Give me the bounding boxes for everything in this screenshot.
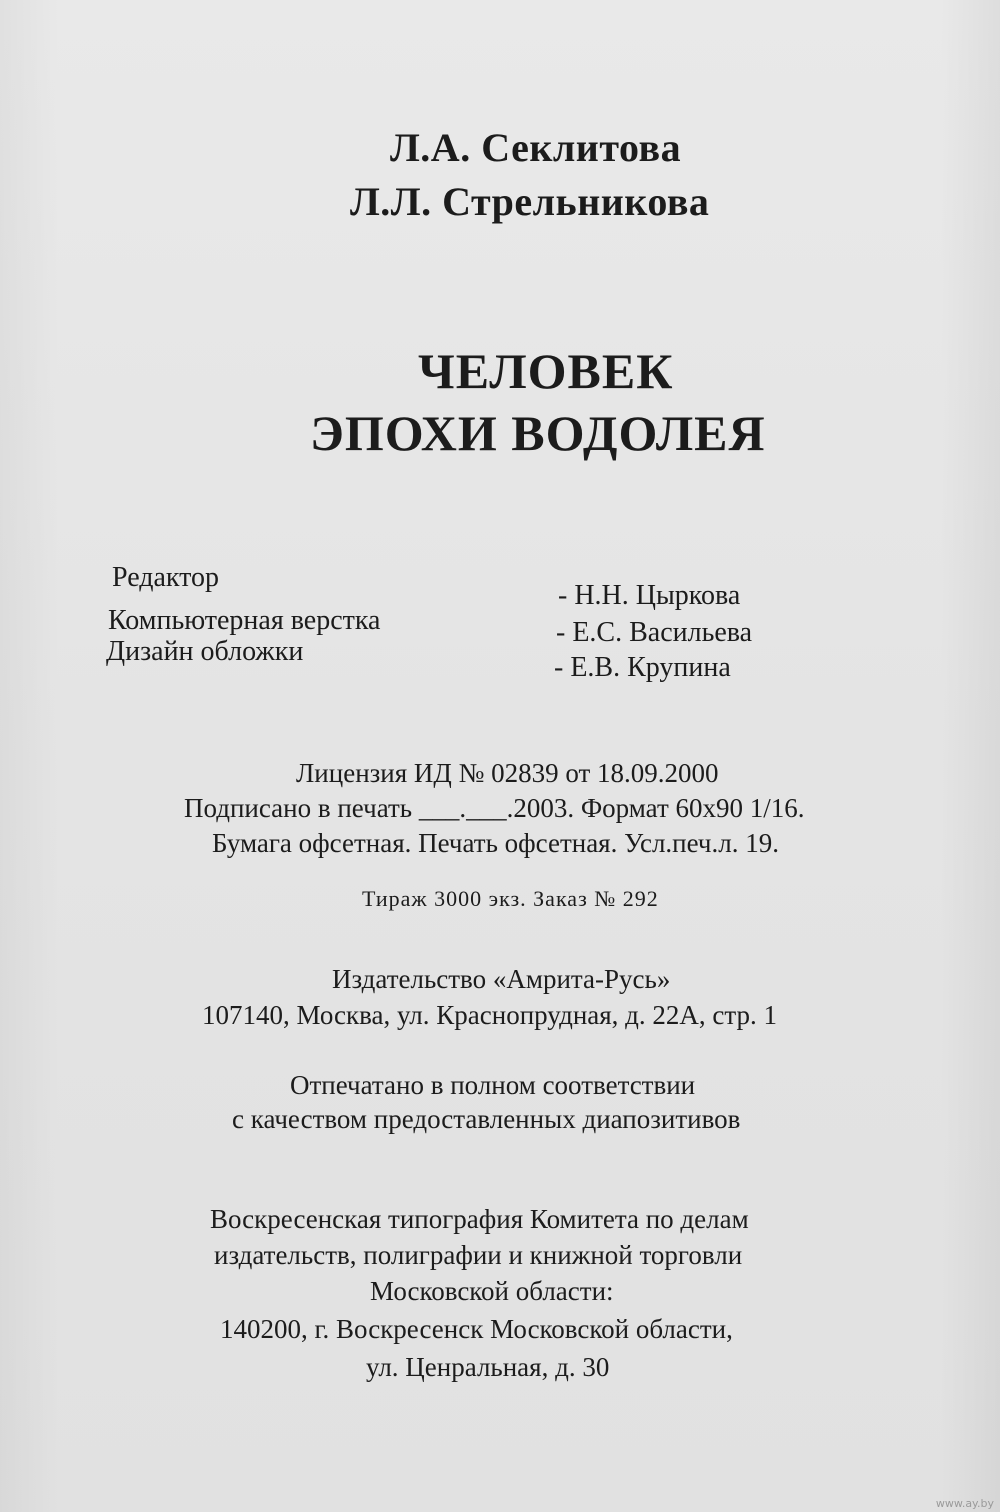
printer-address: ул. Ценральная, д. 30 xyxy=(366,1352,610,1382)
book-title: ЧЕЛОВЕК xyxy=(418,343,674,399)
site-watermark: www.ay.by xyxy=(935,1497,994,1510)
credit-role-cover-design: Дизайн обложки xyxy=(106,636,304,667)
credit-name-editor: - Н.Н. Цыркова xyxy=(558,580,741,611)
publisher-name: Издательство «Амрита-Русь» xyxy=(332,964,671,994)
printer-info: Московской области: xyxy=(370,1276,614,1306)
credit-name-cover-design: - Е.В. Крупина xyxy=(554,652,731,683)
author-name: Л.Л. Стрельникова xyxy=(350,179,710,224)
author-name: Л.А. Секлитова xyxy=(390,125,682,170)
printer-info: Воскресенская типография Комитета по делам xyxy=(210,1204,749,1234)
print-quality-note: Отпечатано в полном соответствии xyxy=(290,1070,696,1100)
print-signing-line: Подписано в печать ___.___.2003. Формат 60х90 1/16. xyxy=(184,793,805,823)
credit-role-editor: Редактор xyxy=(112,562,220,593)
credit-name-layout: - Е.С. Васильева xyxy=(556,617,753,648)
paper-print-line: Бумага офсетная. Печать офсетная. Усл.печ.л. 19. xyxy=(212,828,779,858)
print-quality-note: с качеством предоставленных диапозитивов xyxy=(232,1104,741,1134)
print-run-line: Тираж 3000 экз. Заказ № 292 xyxy=(362,886,659,911)
printer-info: издательств, полиграфии и книжной торговли xyxy=(214,1240,743,1270)
publisher-address: 107140, Москва, ул. Краснопрудная, д. 22А, стр. 1 xyxy=(202,1000,778,1030)
book-title: ЭПОХИ ВОДОЛЕЯ xyxy=(310,405,766,461)
credit-role-layout: Компьютерная верстка xyxy=(108,605,381,636)
printer-address: 140200, г. Воскресенск Московской области, xyxy=(220,1314,733,1344)
license-line: Лицензия ИД № 02839 от 18.09.2000 xyxy=(296,758,719,788)
